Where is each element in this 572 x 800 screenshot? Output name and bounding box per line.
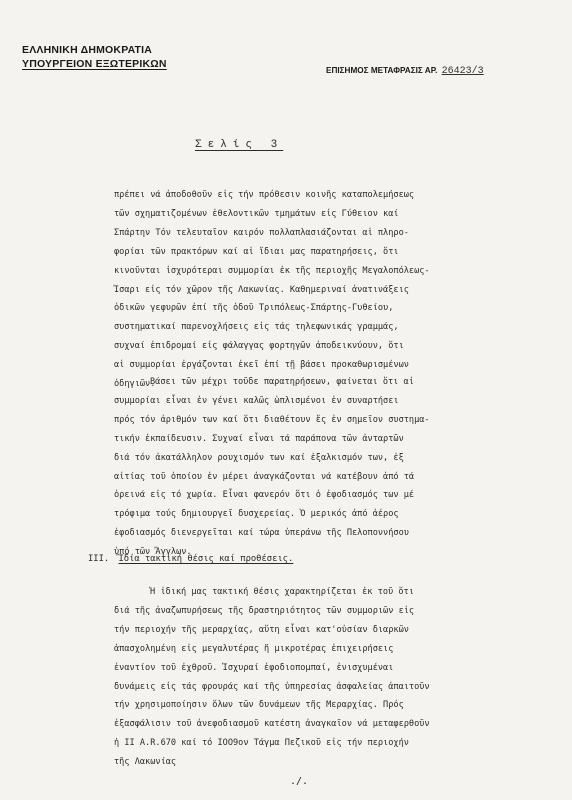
text-line: αἱ συμμορίαι ἐργάζονται ἐκεῖ ἐπί τῇ βάσει προκαθωρισμένων [114,360,409,371]
text-line: αἰτίας τοῦ ὁποίου ἐν μέρει ἀναγκάζονται νά κατέβουν ἀπό τά [114,471,415,482]
official-translation [326,66,484,77]
text-line: ἐφοδιασμός διενεργεῖται καί τώρα ὑπεράνω τῆς Πελοποννήσου [114,528,409,539]
text-line: συμμορίαι εἶναι ἐν γένει καλῶς ὡπλισμένοι ἐν συναρτήσει [114,395,399,406]
text-line: συχναί ἐπιδρομαί εἰς φάλαγγας φορτηγῶν ἀποδεικνύουν, ὅτι [114,341,404,352]
letterhead-country: ΕΛΛΗΝΙΚΗ ΔΗΜΟΚΡΑΤΙΑ [22,44,153,56]
text-line: ἀπασχολημένη εἰς μεγαλυτέρας ἤ μικροτέρας ἐπιχειρήσεις [114,643,394,654]
text-line: πρός τόν ἀριθμόν των καί ὅτι διαθέτουν ἔς ἐν σημεῖον συστημα- [114,414,430,425]
text-line: τρόφιμα τούς δημιουργεῖ δυσχερείας. Ὁ μερικός ἀπό ἀέρος [114,509,399,520]
paragraph-2 [114,373,430,562]
official-translation-label: ΕΠΙΣΗΜΟΣ ΜΕΤΑΦΡΑΣΙΣ ΑΡ. [326,66,438,75]
text-line: Ἡ ἰδική μας τακτική θέσις χαρακτηρίζεται ἐκ τοῦ ὅτι [150,587,414,597]
text-line: τῶν σχηματιζομένων ἐθελοντικῶν τμημάτων εἰς Γύθειον καί [114,208,399,219]
official-translation-number: 26423/3 [441,66,484,77]
text-line: διά τῆς ἀναζωπυρήσεως τῆς δραστηριότητος τῶν συμμοριῶν εἰς [114,605,415,616]
text-line: φορίαι τῶν πρακτόρων καί αἱ ἴδιαι μας παρατηρήσεις, ὅτι [114,246,399,257]
paragraph-3 [114,583,430,772]
text-line: τικήν ἐκπαίδευσιν. Συχναί εἶναι τά παράπονα τῶν ἀνταρτῶν [114,433,404,444]
text-line: ὁδηγιῶν. [114,379,156,390]
text-line: ὀρεινά εἰς τό χωρία. Εἶναι φανερόν ὅτι ὁ ἐφοδιασμός των μέ [114,490,415,501]
text-line: πρέπει νά ἀποδοθοῦν εἰς τήν πρόθεσιν κοινῆς καταπολεμήσεως [114,190,415,200]
paragraph-1 [114,186,430,394]
section-number: III. [88,554,110,564]
text-line: ὁδικῶν γεφυρῶν ἐπί τῆς ὁδοῦ Τριπόλεως-Σπάρτης-Γυθείου, [114,303,394,314]
page-number-title: Σελίς 3 [195,139,284,151]
text-line: ἐξασφάλισιν τοῦ ἀνεφοδιασμοῦ κατέστη ἀναγκαῖον νά μεταφερθοῦν [114,719,430,730]
section-heading [88,554,293,564]
text-line: Ἰσαρι εἰς τόν χῶρον τῆς Λακωνίας. Καθημεριναί ἀνατινάξεις [114,284,409,295]
text-line: Βάσει τῶν μέχρι τοῦδε παρατηρήσεων, φαίνεται ὅτι αἱ [150,377,414,387]
text-line: δυνάμεις εἰς τάς φρουράς καί τῆς ὑπηρεσίας ἀσφαλείας ἀπαιτοῦν [114,681,430,692]
text-line: συστηματικαί παρενοχλήσεις εἰς τάς τηλεφωνικάς γραμμάς, [114,322,399,333]
section-title: Ἴδία τακτική θέσις καί προθέσεις. [118,554,294,564]
text-line: ἡ II A.R.670 καί τό IOO9ον Τάγμα Πεζικοῦ εἰς τήν περιοχήν [114,738,409,749]
text-line: τήν περιοχήν τῆς μεραρχίας, αὕτη εἶναι κατ'οὐσίαν διαρκῶν [114,624,409,635]
text-line: ἐναντίον τοῦ ἐχθροῦ. Ἰσχυραί ἐφοδιοπομπαί, ἐνισχυμέναι [114,662,394,673]
text-line: τῆς Λακωνίας [114,757,177,768]
text-line: κινοῦνται ἰσχυρότεραι συμμορίαι ἐκ τῆς περιοχῆς Μεγαλοπόλεως- [114,265,430,276]
letterhead [22,44,167,70]
text-line: διά τόν ἀκατάλληλον ρουχισμόν των καί ἐξαλκισμόν των, ἐξ [114,452,404,463]
text-line: ὑπό τῶν Ἄγγλων. [114,547,192,558]
letterhead-ministry: ΥΠΟΥΡΓΕΙΟΝ ΕΞΩΤΕΡΙΚΩΝ [22,58,167,70]
text-line: τήν χρησιμοποίησιν ὅλων τῶν δυνάμεων τῆς Μεραρχίας. Πρός [114,700,404,711]
end-mark: ./. [290,776,309,787]
text-line: Σπάρτην Τόν τελευταῖον καιρόν πολλαπλασιάζονται αἱ πληρο- [114,227,409,238]
